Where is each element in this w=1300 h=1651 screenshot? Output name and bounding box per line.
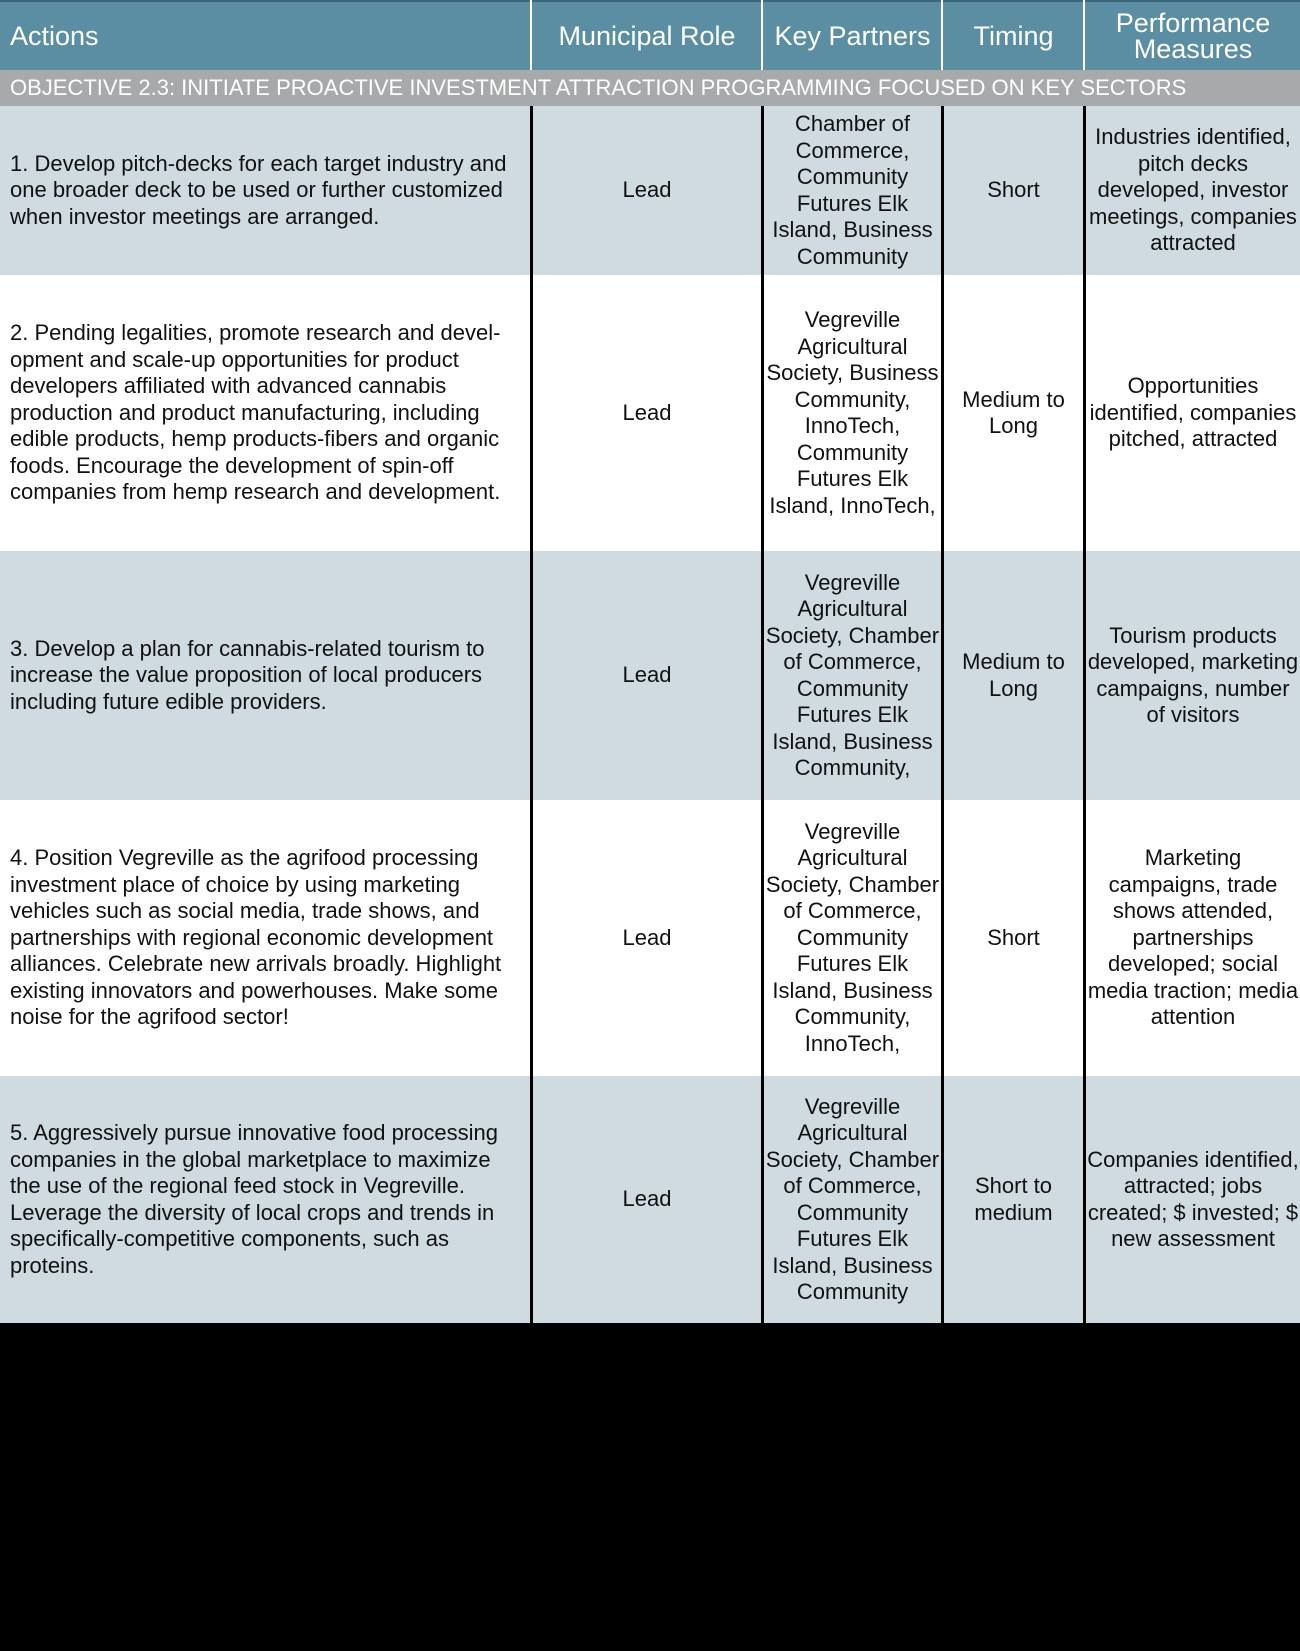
timing-cell bbox=[944, 551, 1083, 800]
table-row bbox=[0, 800, 1300, 1076]
measures-cell bbox=[1086, 275, 1300, 551]
timing-text: Medium to Long bbox=[962, 649, 1065, 701]
partners-text: Chamber of Commerce, Community Futures Elk Island, Business Community bbox=[772, 111, 933, 269]
partners-cell bbox=[764, 1076, 941, 1323]
action-cell bbox=[0, 106, 530, 275]
timing-cell bbox=[944, 275, 1083, 551]
column-divider bbox=[530, 106, 533, 1323]
measures-text: Opportunities identified, companies pitched, attracted bbox=[1089, 373, 1297, 452]
header-divider bbox=[941, 0, 943, 70]
action-text: 4. Position Vegreville as the agrifood processing investment place of choice by using marketing vehicles such as social media, trade shows, and partnerships with regional economic development alliances. Celebrate new arrivals broadly. Highlight existing innovators and powerhouses. Make some noise for the agrifood sector! bbox=[10, 845, 502, 1030]
action-text: 2. Pending legalities, promote research and devel-opment and scale-up opportunities for product developers affiliated with advanced cannabis production and product manufacturing, including edible products, hemp products-fibers and organic foods. Encourage the development of spin-off companies from hemp research and development. bbox=[10, 320, 501, 505]
role-text: Lead bbox=[622, 399, 672, 425]
partners-text: Vegreville Agricultural Society, Chamber of Commerce, Community Futures Elk Island, Business Community, InnoTech, bbox=[765, 818, 940, 1056]
action-text: 5. Aggressively pursue innovative food processing companies in the global marketplace to maximize the use of the regional feed stock in Vegreville. Leverage the diversity of local crops and trends in specifically-competitive components, such as proteins. bbox=[10, 1120, 498, 1278]
action-text: 1. Develop pitch-decks for each target industry and one broader deck to be used or further customized when investor meetings are arranged. bbox=[10, 150, 507, 229]
action-text: 3. Develop a plan for cannabis-related tourism to increase the value proposition of local producers including future edible providers. bbox=[10, 635, 485, 714]
partners-cell bbox=[764, 275, 941, 551]
objective-heading: OBJECTIVE 2.3: INITIATE PROACTIVE INVESTMENT ATTRACTION PROGRAMMING FOCUSED ON KEY SECTORS bbox=[0, 70, 1300, 106]
column-divider bbox=[1083, 106, 1086, 1323]
measures-text: Companies identified, attracted; jobs created; $ invested; $ new assessment bbox=[1087, 1146, 1299, 1251]
timing-text: Medium to Long bbox=[962, 386, 1065, 438]
column-divider bbox=[761, 106, 764, 1323]
table-row bbox=[0, 106, 1300, 275]
action-cell bbox=[0, 551, 530, 800]
measures-cell bbox=[1086, 1076, 1300, 1323]
partners-text: Vegreville Agricultural Society, Business Community, InnoTech, Community Futures Elk Island, InnoTech, bbox=[766, 307, 939, 518]
role-cell bbox=[533, 800, 761, 1076]
action-cell bbox=[0, 1076, 530, 1323]
table-header bbox=[0, 0, 1300, 70]
measures-cell bbox=[1086, 800, 1300, 1076]
timing-text: Short to medium bbox=[974, 1173, 1053, 1225]
role-text: Lead bbox=[622, 177, 672, 203]
measures-text: Industries identified, pitch decks developed, investor meetings, companies attracted bbox=[1089, 124, 1297, 256]
header-municipal-role: Municipal Role bbox=[558, 21, 736, 51]
timing-cell bbox=[944, 106, 1083, 275]
header-divider bbox=[530, 0, 532, 70]
measures-cell bbox=[1086, 551, 1300, 800]
header-divider bbox=[1083, 0, 1085, 70]
action-cell bbox=[0, 275, 530, 551]
timing-text: Short bbox=[987, 924, 1040, 950]
partners-text: Vegreville Agricultural Society, Chamber of Commerce, Community Futures Elk Island, Business Community, bbox=[765, 569, 940, 780]
column-divider bbox=[941, 106, 944, 1323]
role-cell bbox=[533, 106, 761, 275]
header-key-partners: Key Partners bbox=[774, 21, 931, 51]
table-row bbox=[0, 551, 1300, 800]
partners-cell bbox=[764, 800, 941, 1076]
table-row bbox=[0, 275, 1300, 551]
header-divider bbox=[761, 0, 763, 70]
measures-text: Marketing campaigns, trade shows attended, partnerships developed; social media traction; media attention bbox=[1087, 845, 1299, 1030]
role-cell bbox=[533, 275, 761, 551]
timing-cell bbox=[944, 1076, 1083, 1323]
timing-cell bbox=[944, 800, 1083, 1076]
measures-cell bbox=[1086, 106, 1300, 275]
header-timing: Timing bbox=[973, 21, 1054, 51]
role-cell bbox=[533, 1076, 761, 1323]
partners-cell bbox=[764, 551, 941, 800]
header-actions: Actions bbox=[10, 21, 99, 51]
role-cell bbox=[533, 551, 761, 800]
table-row bbox=[0, 1076, 1300, 1323]
role-text: Lead bbox=[622, 1186, 672, 1212]
partners-cell bbox=[764, 106, 941, 275]
role-text: Lead bbox=[622, 924, 672, 950]
role-text: Lead bbox=[622, 662, 672, 688]
measures-text: Tourism products developed, marketing campaigns, number of visitors bbox=[1087, 622, 1299, 727]
header-performance-measures: Performance Measures bbox=[1115, 8, 1271, 64]
partners-text: Vegreville Agricultural Society, Chamber of Commerce, Community Futures Elk Island, Business Community bbox=[765, 1093, 940, 1304]
action-cell bbox=[0, 800, 530, 1076]
timing-text: Short bbox=[987, 177, 1040, 203]
